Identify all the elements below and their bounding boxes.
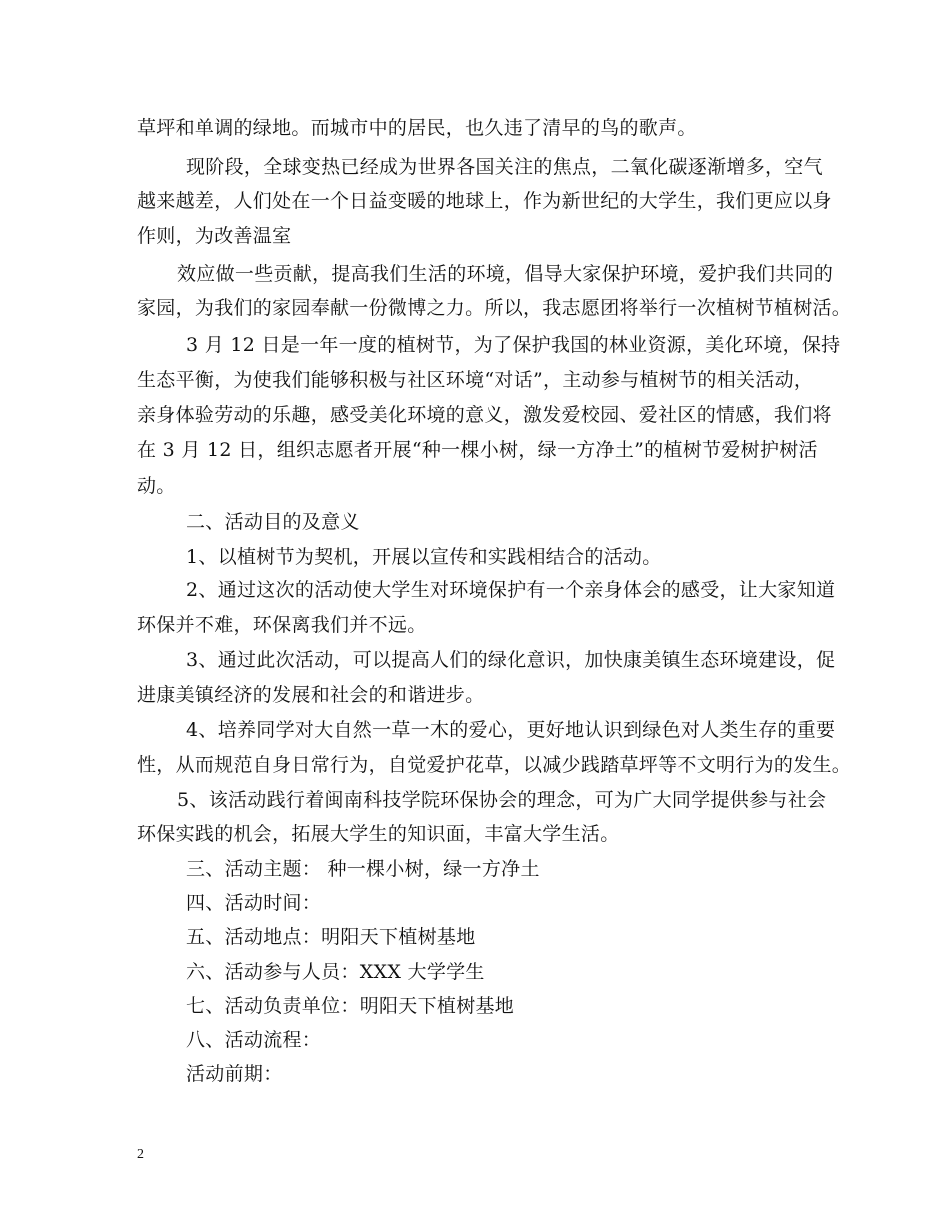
- text-line-8: 生态平衡，为使我们能够积极与社区环境“对话”，主动参与植树节的相关活动，: [137, 369, 814, 391]
- text-line-16: 3、通过此次活动，可以提高人们的绿化意识，加快康美镇生态环境建设，促: [186, 649, 836, 671]
- text-line-1: 草坪和单调的绿地。而城市中的居民，也久违了清早的鸟的歌声。: [137, 117, 697, 139]
- page-number: 2: [137, 1147, 144, 1162]
- text-line-19: 性，从而规范自身日常行为，自觉爱护花草，以减少践踏草坪等不文明行为的发生。: [137, 754, 852, 776]
- text-line-10: 在 3 月 12 日，组织志愿者开展“种一棵小树，绿一方净土”的植树节爱树护树活: [137, 439, 818, 461]
- text-line-7: 3 月 12 日是一年一度的植树节，为了保护我国的林业资源，美化环境，保持: [186, 334, 841, 356]
- text-line-9: 亲身体验劳动的乐趣，感受美化环境的意义，激发爱校园、爱社区的情感，我们将: [137, 404, 832, 426]
- text-line-4: 作则，为改善温室: [137, 225, 292, 247]
- section-heading-8: 八、活动流程：: [186, 1029, 322, 1051]
- section-heading-4: 四、活动时间：: [186, 892, 322, 914]
- text-line-17: 进康美镇经济的发展和社会的和谐进步。: [137, 684, 485, 706]
- text-line-20: 5、该活动践行着闽南科技学院环保协会的理念，可为广大同学提供参与社会: [177, 789, 827, 811]
- text-line-3: 越来越差，人们处在一个日益变暖的地球上，作为新世纪的大学生，我们更应以身: [137, 190, 832, 212]
- section-heading-7: 七、活动负责单位：明阳天下植树基地: [186, 995, 515, 1017]
- section-heading-5: 五、活动地点：明阳天下植树基地: [186, 926, 476, 948]
- text-line-14: 2、通过这次的活动使大学生对环境保护有一个亲身体会的感受，让大家知道: [186, 579, 836, 601]
- text-line-28: 活动前期：: [186, 1063, 283, 1085]
- text-line-2: 现阶段，全球变热已经成为世界各国关注的焦点，二氧化碳逐渐增多，空气: [186, 156, 823, 178]
- text-line-11: 动。: [137, 475, 176, 497]
- text-line-18: 4、培养同学对大自然一草一木的爱心，更好地认识到绿色对人类生存的重要: [186, 719, 836, 741]
- text-line-5: 效应做一些贡献，提高我们生活的环境，倡导大家保护环境，爱护我们共同的: [177, 263, 834, 285]
- section-heading-6: 六、活动参与人员：XXX 大学学生: [186, 961, 485, 983]
- section-heading-2: 二、活动目的及意义: [186, 511, 360, 533]
- text-line-21: 环保实践的机会，拓展大学生的知识面，丰富大学生活。: [137, 823, 620, 845]
- text-line-13: 1、以植树节为契机，开展以宣传和实践相结合的活动。: [186, 546, 662, 568]
- text-line-6: 家园，为我们的家园奉献一份微博之力。所以，我志愿团将举行一次植树节植树活。: [137, 297, 852, 319]
- section-heading-3: 三、活动主题： 种一棵小树，绿一方净土: [186, 858, 540, 880]
- text-line-15: 环保并不难，环保离我们并不远。: [137, 614, 427, 636]
